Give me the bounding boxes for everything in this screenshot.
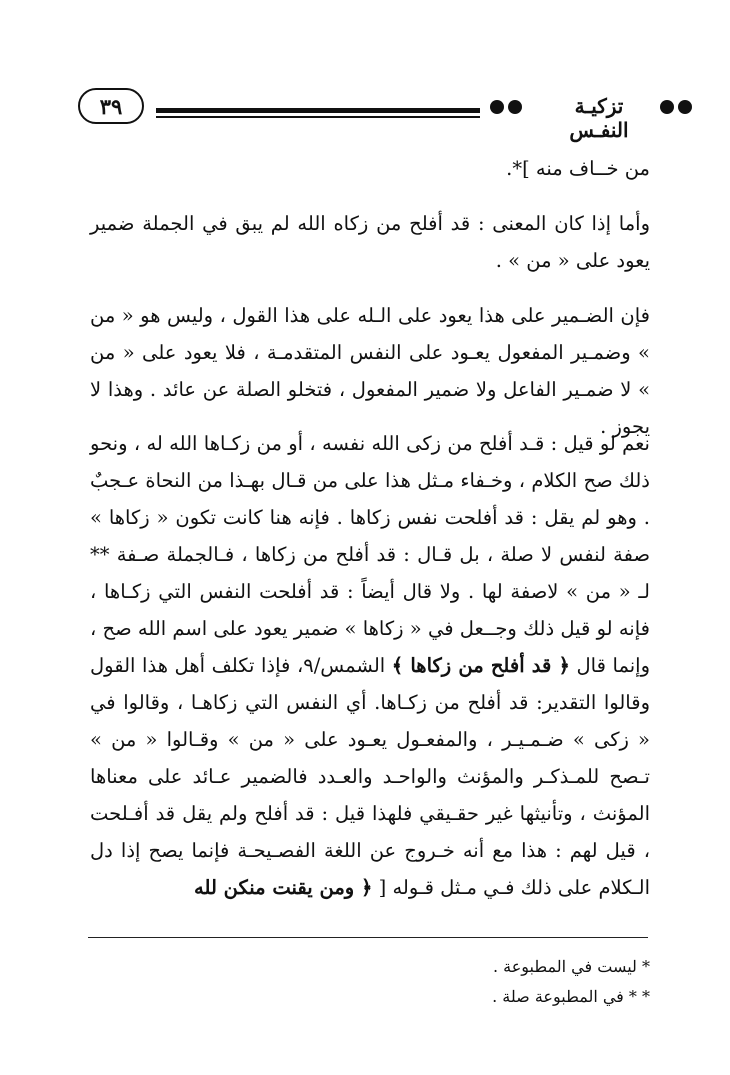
footnote-divider	[88, 937, 648, 938]
quran-verse: ﴿ ومن يقنت منكن لله	[194, 876, 373, 899]
body-text: نعم لو قيل : قـد أفلح من زكى الله نفسه ، أو من زكـاها الله له ، ونحو ذلك صح الكلام ، وخـفاء مـثل هذا على من قـال بهـذا من النحاة عـجبٌ . وهو لم يقل : قد أفلحت نفس زكاها . فإنه هنا كانت تكون « زكاها » صفة لنفس لا صلة ، بل قـال : قد أفلح من زكاها ، فـالجملة صـفة ** لـ « من » لاصفة لها . ولا قال أيضاً : قد أفلحت النفس التي زكـاها ، فإنه لو قيل ذلك وجــعل في « زكاها » ضمير يعود على اسم الله صح ، وإنما قال	[90, 432, 650, 677]
text-block: فإن الضـمير على هذا يعود على الـله على هذا القول ، وليس هو « من » وضمـير المفعول يعـود على النفس المتقدمـة ، فلا يعود على « من » لا ضمـير الفاعل ولا ضمير المفعول ، فتخلو الصلة عن عائد . وهذا لا يجوز .	[90, 304, 650, 438]
text-block: وأما إذا كان المعنى : قد أفلح من زكاه الله لم يبق في الجملة ضمير يعود على « من » .	[90, 212, 650, 272]
footnotes	[90, 952, 650, 1012]
header-rule-thick	[156, 108, 480, 113]
page-number: ٣٩	[78, 88, 144, 124]
page-header	[78, 88, 638, 142]
ornament-dot-icon	[508, 100, 522, 114]
footnote: * * في المطبوعة صلة .	[492, 987, 650, 1006]
paragraph-1	[90, 150, 650, 187]
ornament-dot-icon	[490, 100, 504, 114]
text-block	[90, 425, 650, 906]
running-title: تزكيـة النفـس	[569, 94, 629, 142]
footnote: * ليست في المطبوعة .	[492, 957, 650, 976]
paragraph-4	[90, 425, 650, 906]
ornament-dot-icon	[678, 100, 692, 114]
paragraph-2	[90, 205, 650, 279]
header-rule-thin	[156, 116, 480, 118]
ornament-dot-icon	[660, 100, 674, 114]
body-text: الشمس/٩، فإذا تكلف أهل هذا القول وقالوا التقدير: قد أفلح من زكـاها. أي النفس التي زكاهـا ، وقالوا في « زكى » ضـمـيـر ، والمفعـول يعـود على « من » وقـالوا « من » تـصح للمـذكـر والمؤنث والواحـد والعـدد فالضمير عـائد على معناها المؤنث ، وتأنيثها غير حقـيقي فلهذا قيل : قد أفلح ولم يقل قد أفـلحت ، قيل لهم : هذا مع أنه خـروج عن اللغة الفصـيحـة فإنما يصح إذا دل الـكلام على ذلك فـي مـثل قـوله [	[90, 654, 650, 899]
text-line: من خــاف منه ]*.	[506, 157, 650, 180]
quran-verse: ﴿ قد أفلح من زكاها ﴾	[391, 654, 570, 677]
paragraph-3	[90, 297, 650, 445]
